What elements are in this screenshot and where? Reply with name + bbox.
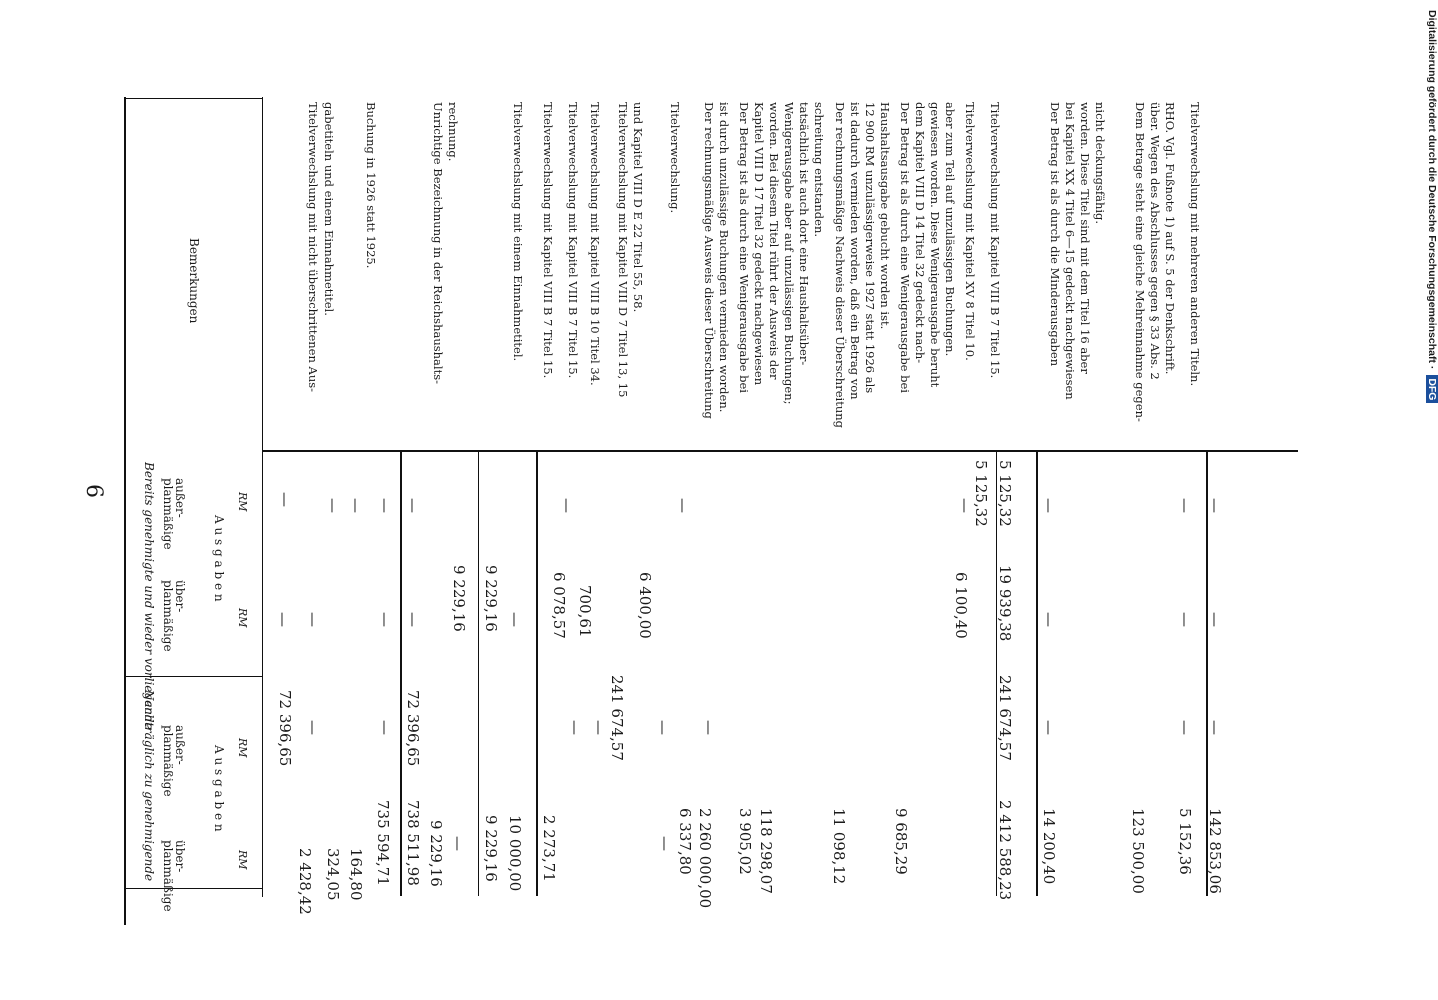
col2-value: —: [700, 720, 718, 735]
remark-line: Titelverwechslung mit Kapitel VIII B 7 Titel 15.: [541, 102, 555, 379]
side-credit-text: Digitalisierung gefördert durch die Deutsche Forschungsgemeinschaft ·: [1426, 10, 1438, 370]
col2-value: 72 396,65: [404, 690, 422, 767]
remark-line: Der Betrag ist als durch eine Wenigerausgabe bei: [737, 102, 751, 393]
col1-value: 5 152,36: [1176, 808, 1194, 875]
col2-value: —: [654, 720, 672, 735]
col3-value: —: [304, 612, 322, 627]
unit-col3: RM: [236, 608, 249, 628]
col4-value: —: [1206, 498, 1224, 513]
remark-line: Wenigerausgabe aber auf unzulässigen Buchungen;: [782, 102, 796, 405]
remark-line: Titelverwechslung mit mehreren anderen Titeln.: [1188, 102, 1202, 387]
col2-value: —: [566, 720, 584, 735]
col3-value: 9 229,16: [482, 565, 500, 632]
col1-value: 11 098,12: [830, 808, 848, 885]
col1-value: 142 853,06: [1206, 808, 1224, 894]
remark-line: Der rechnungsmäßige Nachweis dieser Überschreitung: [833, 102, 847, 428]
side-credit: [1427, 10, 1438, 403]
col1-value: 10 000,00: [506, 815, 524, 892]
row-rule-1: [400, 452, 402, 896]
remark-line: aber zum Teil auf unzulässigen Buchungen.: [943, 102, 957, 357]
sum-rule-2: [1036, 452, 1038, 896]
col4-value: —: [404, 498, 422, 513]
remark-line: Dem Betrage steht eine gleiche Mehreinnahme gegen-: [1133, 102, 1147, 422]
col1-value: 3 905,02: [736, 808, 754, 875]
col3-value: —: [1176, 612, 1194, 627]
remark-line: dem Kapitel VIII D 14 Titel 32 gedeckt nach-: [913, 102, 927, 364]
header-col2: außer- planmäßige: [161, 725, 187, 797]
col4-value: —: [324, 498, 342, 513]
remark-line: bei Kapitel XX 4 Titel 6—15 gedeckt nachgewiesen: [1063, 102, 1077, 400]
remark-line: Titelverwechslung mit Kapitel XV 8 Titel 10.: [963, 102, 977, 361]
col1-sum: 2 412 588,23: [996, 800, 1014, 901]
remark-line: ist durch unzulässige Buchungen vermieden worden.: [717, 102, 731, 413]
remark-line: Titelverwechslung mit Kapitel VIII B 10 Titel 34.: [588, 102, 602, 386]
remark-line: Titelverwechslung mit einem Einnahmetitel.: [511, 102, 525, 362]
unit-col4: RM: [236, 492, 249, 512]
header-ausgaben-a: A u s g a b e n: [212, 745, 226, 832]
col2-value: —: [304, 720, 322, 735]
header-col3: über- planmäßige: [161, 580, 187, 652]
remark-line: Der rechnungsmäßige Ausweis dieser Überschreitung: [702, 102, 716, 419]
remark-line: Titelverwechslung mit Kapitel VIII B 7 Titel 15.: [988, 102, 1002, 379]
col1-value: 14 200,40: [1040, 808, 1058, 885]
col1-value: 2 428,42: [296, 848, 314, 915]
page-number: 6: [81, 484, 106, 498]
header-line-mid-b: [124, 888, 262, 889]
col3-value: 6 400,00: [636, 572, 654, 639]
col1-value: 9 685,29: [892, 808, 910, 875]
remark-line: schreitung entstanden.: [812, 102, 826, 238]
col3-value: —: [376, 612, 394, 627]
row-rule-2: [478, 452, 479, 896]
remark-line: Der Betrag ist als durch die Minderausgaben: [1048, 102, 1062, 367]
col1-value: 738 511,98: [404, 800, 422, 886]
col4-value: —: [1176, 498, 1194, 513]
header-group-a: Nachträglich zu genehmigende: [142, 690, 156, 882]
remark-line: worden. Diese Titel sind mit dem Titel 16 aber: [1078, 102, 1092, 374]
remark-line: tatsächlich ist auch dort eine Haushaltsüber-: [797, 102, 811, 366]
header-bottom-rule: [262, 450, 1298, 452]
col2-value: —: [590, 720, 608, 735]
col4-value: —: [674, 498, 692, 513]
column-separator-a: [262, 97, 263, 897]
col1-value: 324,05: [324, 848, 342, 901]
col4-sum: 5 125,32: [996, 460, 1014, 527]
remark-line: gabetiteln und einem Einnahmetitel.: [322, 102, 336, 316]
col3-value: —: [404, 612, 422, 627]
remark-line: worden. Bei diesem Titel rührt der Ausweis der: [767, 102, 781, 380]
col1-value: 9 229,16: [427, 820, 445, 887]
remark-line: Unrichtige Bezeichnung in der Reichshaushalts-: [431, 102, 445, 384]
header-line-top: [124, 98, 262, 99]
col2-value: 72 396,65: [276, 690, 294, 767]
col4-value: 5 125,32: [972, 460, 990, 527]
header-group-b: Bereits genehmigte und wieder vorliegende: [142, 462, 156, 730]
table-top-rule: [124, 97, 126, 925]
col4-value: —: [276, 492, 294, 507]
col4-value: —: [558, 498, 576, 513]
remark-line: Haushaltsausgabe gebucht worden ist.: [878, 102, 892, 330]
col3-value: —: [506, 612, 524, 627]
remark-line: Titelverwechslung mit Kapitel VIII D 7 Titel 13, 15: [616, 102, 630, 398]
col3-value: 6 078,57: [550, 572, 568, 639]
col4-value: —: [376, 498, 394, 513]
row-rule-3: [536, 452, 538, 896]
header-ausgaben-b: A u s g a b e n: [212, 515, 226, 602]
remark-line: über. Wegen des Abschlusses gegen § 33 Abs. 2: [1148, 102, 1162, 380]
remark-line: Titelverwechslung mit nicht überschrittenen Aus-: [306, 102, 320, 393]
remark-line: ist dadurch vermieden worden, daß ein Betrag von: [848, 102, 862, 400]
col1-value: 9 229,16: [482, 815, 500, 882]
col3-value: 6 100,40: [952, 572, 970, 639]
col3-value: —: [1040, 612, 1058, 627]
remark-line: Buchung in 1926 statt 1925.: [364, 102, 378, 269]
col4-value: —: [956, 498, 974, 513]
col3-value: —: [274, 612, 292, 627]
col2-value: —: [376, 720, 394, 735]
header-col4: außer- planmäßige: [161, 478, 187, 550]
col1-value: —: [449, 836, 467, 851]
unit-col2: RM: [236, 738, 249, 758]
unit-col1: RM: [236, 850, 249, 870]
remark-line: rechnung.: [446, 102, 460, 162]
remark-line: Titelverwechslung mit Kapitel VIII B 7 Titel 15.: [566, 102, 580, 379]
header-remarks: Bemerkungen: [187, 238, 201, 324]
remark-line: gewiesen worden. Diese Wenigerausgabe beruht: [928, 102, 942, 388]
remark-line: Kapitel VIII D 17 Titel 32 gedeckt nachgewiesen: [752, 102, 766, 386]
remark-line: und Kapitel VIII D E 22 Titel 55, 58.: [631, 102, 645, 313]
col1-value: 118 298,07: [757, 808, 775, 894]
remark-line: nicht deckungsfähig.: [1093, 102, 1107, 225]
remark-line: 12 900 RM unzulässigerweise 1927 statt 1926 als: [863, 102, 877, 394]
dfg-logo: DFG: [1426, 375, 1438, 403]
col3-value: 9 229,16: [450, 565, 468, 632]
col4-value: —: [1040, 498, 1058, 513]
remark-line: Titelverwechslung.: [668, 102, 682, 214]
remark-line: Der Betrag ist als durch eine Wenigerausgabe bei: [898, 102, 912, 393]
col1-value: 2 273,71: [540, 815, 558, 882]
col3-sum: 19 939,38: [996, 565, 1014, 642]
col2-value: 241 674,57: [608, 675, 626, 761]
col2-sum: 241 674,57: [996, 675, 1014, 761]
col2-value: —: [1040, 720, 1058, 735]
col1-value: 735 594,71: [374, 800, 392, 886]
col1-value: 2 260 000,00: [696, 808, 714, 909]
col2-value: —: [1206, 720, 1224, 735]
header-col1: über- planmäßige: [161, 840, 187, 912]
col3-value: —: [1206, 612, 1224, 627]
col1-value: —: [656, 836, 674, 851]
col1-value: 123 500,00: [1129, 808, 1147, 894]
col1-value: 164,80: [347, 848, 365, 901]
col1-value: 6 337,80: [676, 808, 694, 875]
col2-value: —: [1176, 720, 1194, 735]
remark-line: RHO. Vgl. Fußnote 1) auf S. 5 der Denkschrift.: [1163, 102, 1177, 375]
col3-value: 700,61: [576, 585, 594, 638]
col4-value: —: [347, 498, 365, 513]
